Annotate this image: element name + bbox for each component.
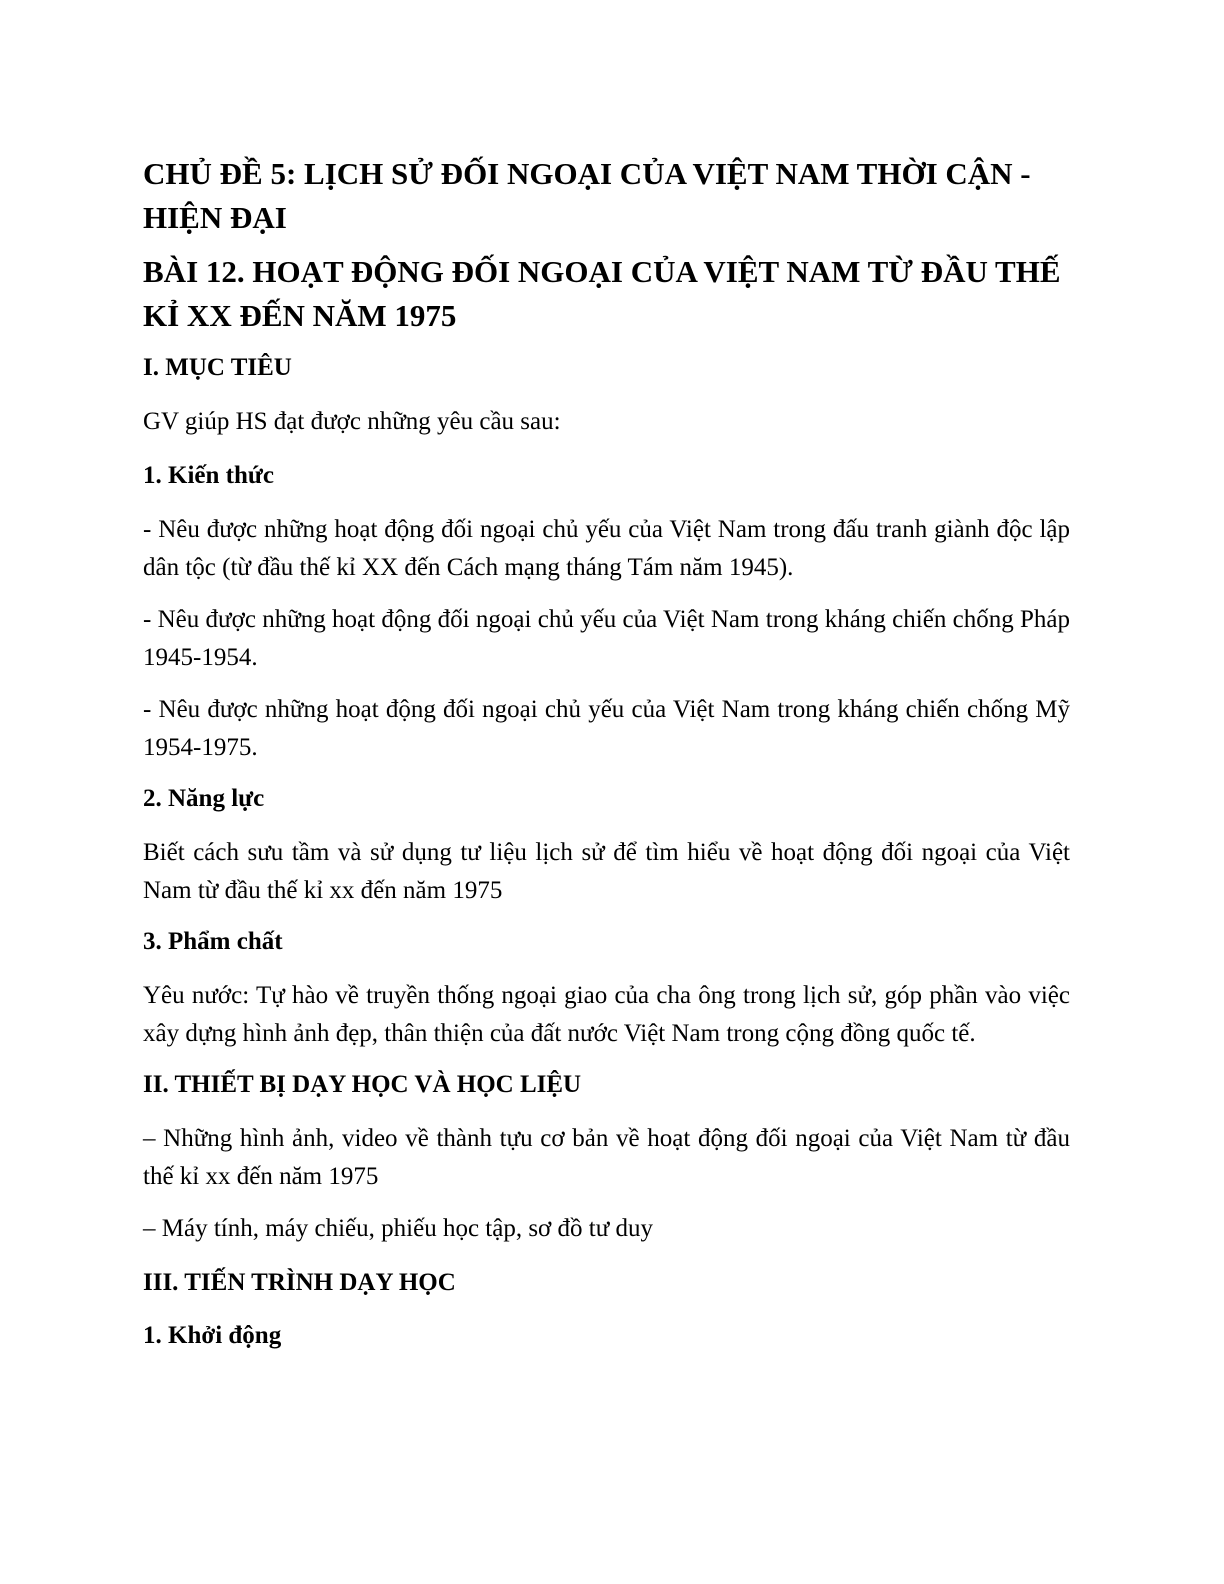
section-process-heading: III. TIẾN TRÌNH DẠY HỌC: [143, 1269, 456, 1296]
qualities-text: Yêu nước: Tự hào về truyền thống ngoại giao của cha ông trong lịch sử, góp phần vào việc xây dựng hình ảnh đẹp, thân thiện của đất nước Việt Nam trong cộng đồng quốc tế.: [143, 982, 1070, 1047]
competence-heading: 2. Năng lực: [143, 785, 265, 812]
warmup-heading: 1. Khởi động: [143, 1322, 282, 1349]
equipment-item: – Máy tính, máy chiếu, phiếu học tập, sơ đồ tư duy: [143, 1215, 654, 1242]
lesson-title: BÀI 12. HOẠT ĐỘNG ĐỐI NGOẠI CỦA VIỆT NAM TỪ ĐẦU THẾ KỈ XX ĐẾN NĂM 1975: [143, 254, 1061, 333]
section-objectives-heading: I. MỤC TIÊU: [143, 354, 292, 381]
equipment-item: – Những hình ảnh, video về thành tựu cơ bản về hoạt động đối ngoại của Việt Nam từ đầu thế kỉ xx đến năm 1975: [143, 1125, 1070, 1190]
document-page: [143, 152, 1070, 1371]
competence-text: Biết cách sưu tầm và sử dụng tư liệu lịch sử để tìm hiểu về hoạt động đối ngoại của Việt Nam từ đầu thế kỉ xx đến năm 1975: [143, 839, 1070, 904]
knowledge-heading: 1. Kiến thức: [143, 462, 274, 489]
section-equipment-heading: II. THIẾT BỊ DẠY HỌC VÀ HỌC LIỆU: [143, 1071, 582, 1098]
objectives-intro: GV giúp HS đạt được những yêu cầu sau:: [143, 408, 561, 435]
knowledge-item: - Nêu được những hoạt động đối ngoại chủ yếu của Việt Nam trong kháng chiến chống Pháp 1945-1954.: [143, 606, 1070, 671]
topic-title: CHỦ ĐỀ 5: LỊCH SỬ ĐỐI NGOẠI CỦA VIỆT NAM THỜI CẬN - HIỆN ĐẠI: [143, 156, 1031, 235]
knowledge-item: - Nêu được những hoạt động đối ngoại chủ yếu của Việt Nam trong kháng chiến chống Mỹ 1954-1975.: [143, 696, 1070, 761]
qualities-heading: 3. Phẩm chất: [143, 928, 283, 955]
knowledge-item: - Nêu được những hoạt động đối ngoại chủ yếu của Việt Nam trong đấu tranh giành độc lập dân tộc (từ đầu thế kỉ XX đến Cách mạng tháng Tám năm 1945).: [143, 516, 1070, 581]
